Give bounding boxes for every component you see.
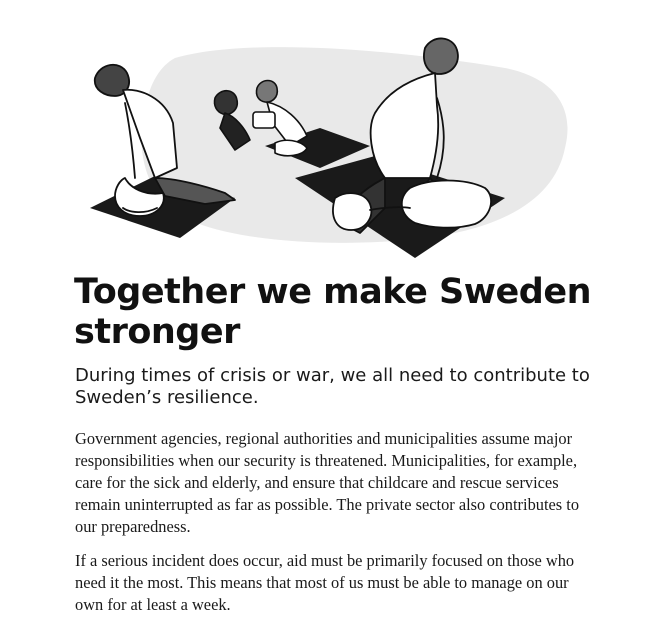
page-title: Together we make Sweden stronger: [74, 272, 591, 352]
body-paragraph: If a serious incident does occur, aid must be primarily focused on those who need it the most. This means that most of us must be able to manage on our own for at least a week.: [75, 551, 575, 614]
body-paragraph: Government agencies, regional authorities and municipalities assume major responsibilities when our security is threatened. Municipalities, for example, care for the sick and elderly, and ensure that childcare and rescue services remain uninterrupted as far as possible. The private sector also contributes to our preparedness.: [75, 429, 580, 536]
cpr-training-illustration: [85, 28, 585, 270]
body-text: [75, 428, 595, 628]
page-subtitle: During times of crisis or war, we all need to contribute to Sweden’s resilience.: [75, 365, 590, 408]
